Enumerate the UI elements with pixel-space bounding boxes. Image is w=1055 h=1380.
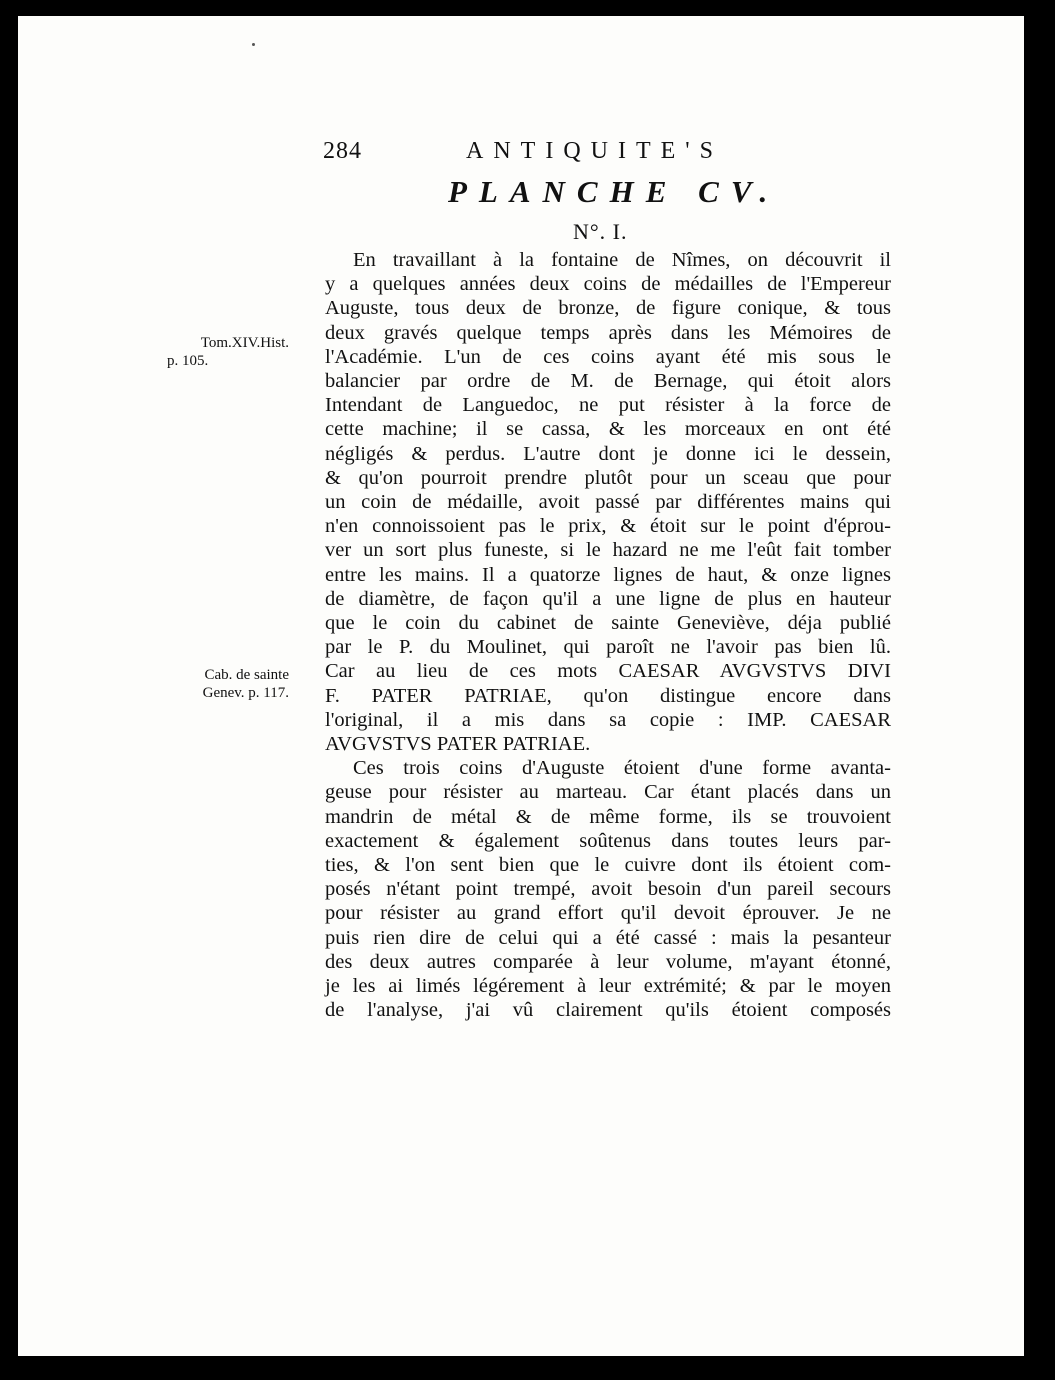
- text-line: de diamètre, de façon qu'il a une ligne de plus en hauteur: [325, 587, 891, 610]
- text-line: l'original, il a mis dans sa copie : IMP. CAESAR: [325, 708, 891, 731]
- text-line: Auguste, tous deux de bronze, de figure conique, & tous: [325, 297, 891, 320]
- text-line: ties, & l'on sent bien que le cuivre dont ils étoient com-: [325, 854, 891, 877]
- text-line: deux gravés quelque temps après dans les Mémoires de: [325, 321, 891, 344]
- text-line: cette machine; il se cassa, & les morceaux en ont été: [325, 418, 891, 441]
- marginal-note-line: p. 105.: [167, 353, 209, 369]
- text-line: AVGVSTVS PATER PATRIAE.: [325, 733, 591, 756]
- text-line: geuse pour résister au marteau. Car étant placés dans un: [325, 781, 891, 804]
- text-line: pour résister au grand effort qu'il devoit éprouver. Je ne: [325, 902, 891, 925]
- text-line: balancier par ordre de M. de Bernage, qui étoit alors: [325, 370, 891, 393]
- marginal-note-line: Genev. p. 117.: [202, 685, 289, 701]
- running-title: ANTIQUITE'S: [466, 138, 723, 164]
- paper-speck: [252, 43, 255, 46]
- marginal-note-line: Cab. de sainte: [204, 667, 289, 683]
- text-line: Ces trois coins d'Auguste étoient d'une forme avanta-: [353, 757, 891, 780]
- page-number: 284: [323, 138, 362, 164]
- marginal-note-line: Tom.XIV.Hist.: [200, 335, 289, 351]
- text-line: de l'analyse, j'ai vû clairement qu'ils étoient composés: [325, 999, 891, 1022]
- text-line: Car au lieu de ces mots CAESAR AVGVSTVS DIVI: [325, 660, 891, 683]
- text-line: que le coin du cabinet de sainte Geneviève, déja publié: [325, 612, 891, 635]
- text-line: puis rien dire de celui qui a été cassé : mais la pesanteur: [325, 926, 891, 949]
- text-line: Intendant de Languedoc, ne put résister à la force de: [325, 394, 891, 417]
- paragraph-2: [325, 756, 891, 1022]
- number-heading: N°. I.: [573, 219, 628, 244]
- text-line: posés n'étant point trempé, avoit besoin d'un pareil secours: [325, 878, 891, 901]
- text-line: un coin de médaille, avoit passé par différentes mains qui: [325, 491, 891, 514]
- text-line: ver un sort plus funeste, si le hazard ne me l'eût fait tomber: [325, 539, 891, 562]
- document-page: [18, 16, 1024, 1356]
- page-header: [18, 138, 1024, 178]
- text-line: entre les mains. Il a quatorze lignes de haut, & onze lignes: [325, 563, 891, 586]
- text-line: mandrin de métal & de même forme, ils se trouvoient: [325, 805, 891, 828]
- text-line: négligés & perdus. L'autre dont je donne ici le dessein,: [325, 442, 891, 465]
- marginal-note-reference: [164, 334, 289, 370]
- text-line: par le P. du Moulinet, qui paroît ne l'avoir pas bien lû.: [325, 636, 891, 659]
- text-line: n'en connoissoient pas le prix, & étoit sur le point d'éprou-: [325, 515, 891, 538]
- plate-title: PLANCHE CV.: [448, 174, 780, 209]
- marginal-note-reference: [164, 666, 289, 702]
- body-text: [325, 248, 891, 1023]
- text-line: des deux autres comparée à leur volume, m'ayant étonné,: [325, 950, 891, 973]
- text-line: l'Académie. L'un de ces coins ayant été mis sous le: [325, 345, 891, 368]
- text-line: & qu'on pourroit prendre plutôt pour un sceau que pour: [325, 466, 891, 489]
- paragraph-1: [325, 248, 891, 756]
- text-line: exactement & également soûtenus dans toutes leurs par-: [325, 829, 891, 852]
- text-line: F. PATER PATRIAE, qu'on distingue encore dans: [325, 684, 891, 707]
- text-line: y a quelques années deux coins de médailles de l'Empereur: [325, 273, 891, 296]
- text-line: En travaillant à la fontaine de Nîmes, on découvrit il: [353, 249, 891, 271]
- text-line: je les ai limés légérement à leur extrémité; & par le moyen: [325, 975, 891, 998]
